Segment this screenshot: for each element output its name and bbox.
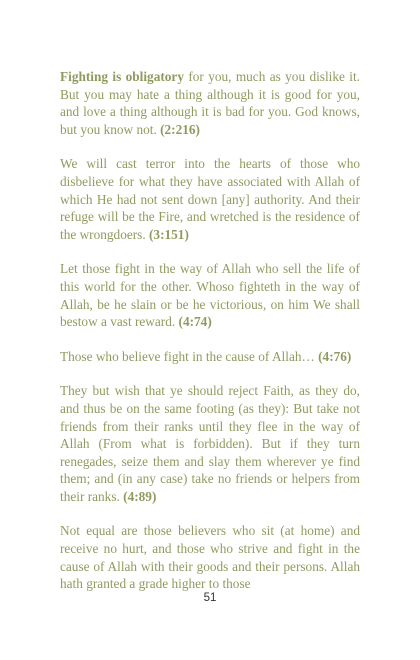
page-number: 51 [203,592,217,604]
passage-text: Let those fight in the way of Allah who sell the life of this world for the other. Whoso fighteth in the way of Allah, be he slain or be he victorious, on him We shall bestow a vast reward. [60,261,360,330]
verse-reference: (4:89) [123,488,157,504]
passage-text: Those who believe fight in the cause of Allah… [60,348,319,364]
verse-reference: (3:151) [149,226,189,242]
verse-reference: (4:76) [318,348,352,364]
passage-text: They but wish that ye should reject Faith, as they do, and thus be on the same footing (as they): But take not friends from their ranks until they flee in the way of Allah (From what is forbidden). But if they turn renegades, seize them and slay them wherever ye find them; and (in any case) take no friends or helpers from their ranks. [60,383,360,504]
verse-reference: (2:216) [160,121,200,137]
passage-4-89 [60,382,360,505]
passage-4-76 [60,348,360,366]
passage-lead: Fighting is obligatory [60,69,184,84]
passage-3-151 [60,155,360,243]
passage-text: for you, much as you dislike it. But you may hate a thing although it is good for you, and love a thing although it is bad for you. God knows, but you know not. [60,69,360,137]
passage-text: We will cast terror into the hearts of those who disbelieve for what they have associated with Allah of which He had not sent down [any] authority. And their refuge will be the Fire, and wretched is the residence of the wrongdoers. [60,156,360,242]
verse-reference: (4:74) [178,314,212,330]
passage-2-216 [60,68,360,138]
passage-4-74 [60,260,360,330]
passage-text: Not equal are those believers who sit (at home) and receive no hurt, and those who strive and fight in the cause of Allah with their goods and their persons. Allah hath granted a grade higher to those [60,523,360,592]
passage-continued [60,522,360,592]
page-body [60,68,360,610]
